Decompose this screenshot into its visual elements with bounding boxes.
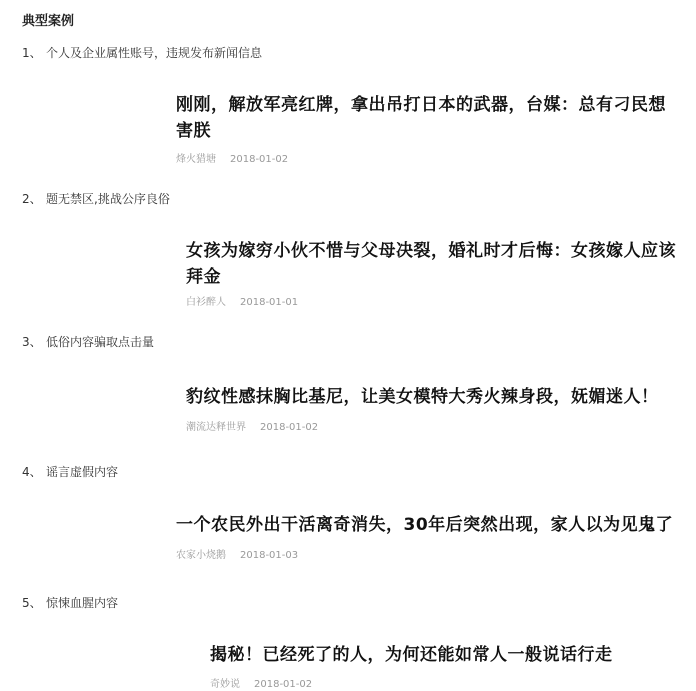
article-source: 潮流达释世界: [186, 422, 246, 433]
case-number: 5、: [22, 596, 42, 610]
case-category: [22, 594, 118, 611]
article-source: 农家小烧鹅: [176, 550, 226, 561]
case-category: [22, 44, 262, 61]
article-source: 烽火猎塘: [176, 154, 216, 165]
article-meta: [186, 293, 298, 308]
article-date: 2018-01-02: [254, 679, 313, 690]
article-meta: [176, 546, 298, 561]
case-category-label: 题无禁区,挑战公序良俗: [46, 192, 170, 206]
article-title[interactable]: 豹纹性感抹胸比基尼，让美女模特大秀火辣身段，妩媚迷人！: [186, 387, 659, 407]
case-number: 3、: [22, 335, 42, 349]
article-date: 2018-01-03: [240, 550, 299, 561]
case-category-label: 低俗内容骗取点击量: [46, 335, 155, 349]
case-category: [22, 463, 118, 480]
article-meta: [176, 150, 288, 165]
case-category-label: 惊悚血腥内容: [46, 596, 119, 610]
case-category: [22, 333, 154, 350]
case-number: 2、: [22, 192, 42, 206]
article-title[interactable]: 揭秘！已经死了的人，为何还能如常人一般说话行走: [210, 645, 613, 665]
article-meta: [210, 675, 312, 690]
case-category-label: 个人及企业属性账号，违规发布新闻信息: [46, 46, 263, 60]
article-title[interactable]: 刚刚，解放军亮红牌，拿出吊打日本的武器，台媒：总有刁民想害朕: [176, 95, 666, 141]
case-category: [22, 190, 170, 207]
article-source: 奇妙说: [210, 679, 240, 690]
case-category-label: 谣言虚假内容: [46, 465, 119, 479]
article-title[interactable]: 一个农民外出干活离奇消失，30年后突然出现，家人以为见鬼了: [176, 515, 674, 535]
page-heading: 典型案例: [22, 14, 75, 29]
article-title[interactable]: 女孩为嫁穷小伙不惜与父母决裂，婚礼时才后悔：女孩嫁人应该拜金: [186, 241, 676, 287]
article-date: 2018-01-01: [240, 297, 299, 308]
case-number: 1、: [22, 46, 42, 60]
case-number: 4、: [22, 465, 42, 479]
article-source: 白衫醉人: [186, 297, 226, 308]
article-meta: [186, 418, 318, 433]
article-date: 2018-01-02: [230, 154, 289, 165]
article-date: 2018-01-02: [260, 422, 319, 433]
